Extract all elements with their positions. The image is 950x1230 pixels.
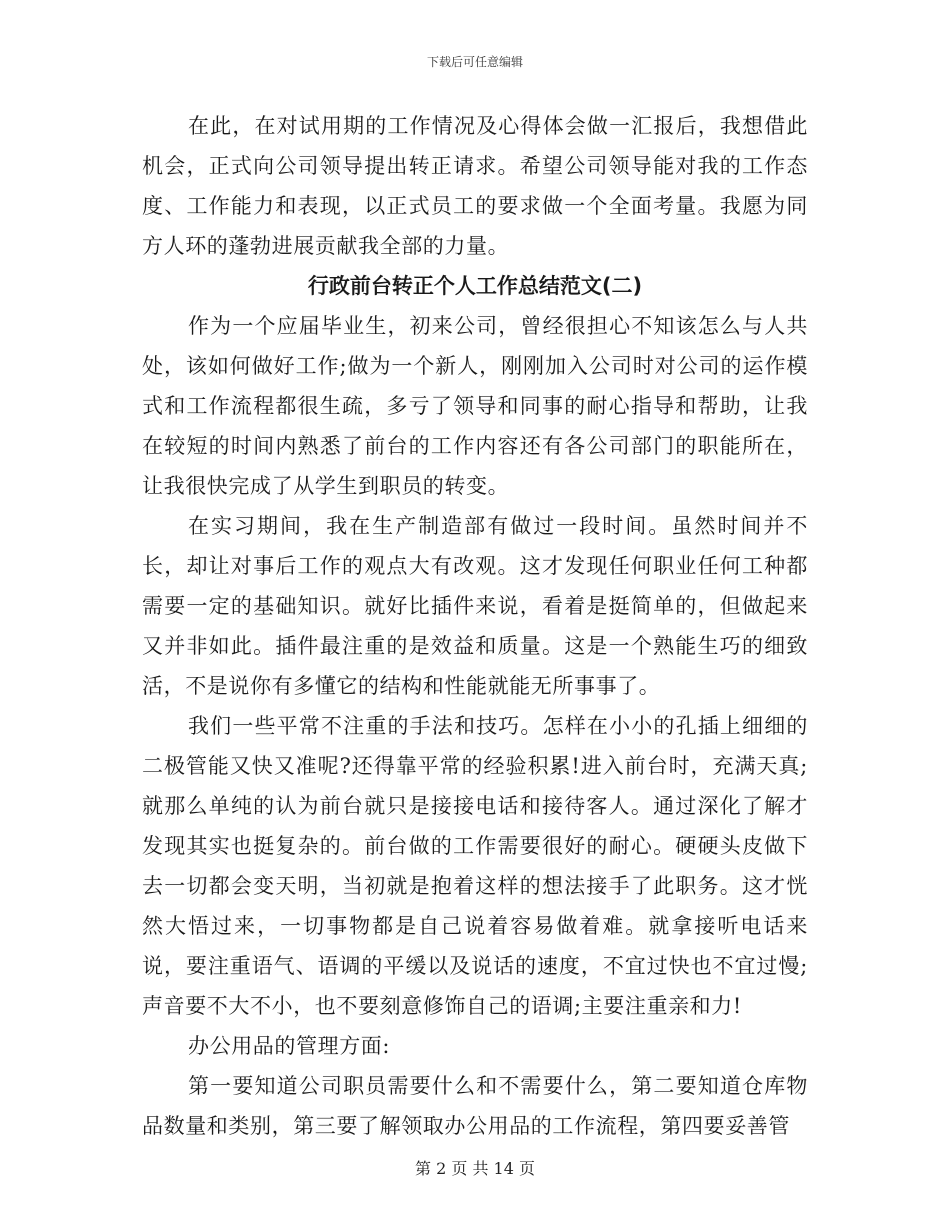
paragraph-office-supplies-heading: 办公用品的管理方面: <box>188 1034 391 1058</box>
section-title: 行政前台转正个人工作总结范文(二) <box>307 274 643 298</box>
paragraph-probation-summary: 在此，在对试用期的工作情况及心得体会做一汇报后，我想借此机会，正式向公司领导提出转正请求。希望公司领导能对我的工作态度、工作能力和表现，以正式员工的要求做一个全面考量。我愿为同方人环的蓬勃进展贡献我全部的力量。 <box>142 114 808 258</box>
document-body <box>142 106 808 1146</box>
page-header: 下载后可任意编辑 <box>426 55 523 69</box>
paragraph-office-supplies-details: 第一要知道公司职员需要什么和不需要什么，第二要知道仓库物品数量和类别，第三要了解领取办公用品的工作流程，第四要妥善管 <box>142 1074 808 1138</box>
page-footer: 第 2 页 共 14 页 <box>415 1159 535 1178</box>
paragraph-new-graduate: 作为一个应届毕业生，初来公司，曾经很担心不知该怎么与人共处，该如何做好工作;做为一个新人，刚刚加入公司时对公司的运作模式和工作流程都很生疏，多亏了领导和同事的耐心指导和帮助，让我在较短的时间内熟悉了前台的工作内容还有各公司部门的职能所在，让我很快完成了从学生到职员的转变。 <box>142 314 808 498</box>
paragraph-skills-reception: 我们一些平常不注重的手法和技巧。怎样在小小的孔插上细细的二极管能又快又准呢?还得靠平常的经验积累!进入前台时，充满天真;就那么单纯的认为前台就只是接接电话和接待客人。通过深化了解才发现其实也挺复杂的。前台做的工作需要很好的耐心。硬硬头皮做下去一切都会变天明，当初就是抱着这样的想法接手了此职务。这才恍然大悟过来，一切事物都是自己说着容易做着难。就拿接听电话来说，要注重语气、语调的平缓以及说话的速度，不宜过快也不宜过慢;声音要不大不小，也不要刻意修饰自己的语调;主要注重亲和力! <box>142 714 808 1018</box>
paragraph-internship: 在实习期间，我在生产制造部有做过一段时间。虽然时间并不长，却让对事后工作的观点大有改观。这才发现任何职业任何工种都需要一定的基础知识。就好比插件来说，看着是挺简单的，但做起来又并非如此。插件最注重的是效益和质量。这是一个熟能生巧的细致活，不是说你有多懂它的结构和性能就能无所事事了。 <box>142 514 808 698</box>
